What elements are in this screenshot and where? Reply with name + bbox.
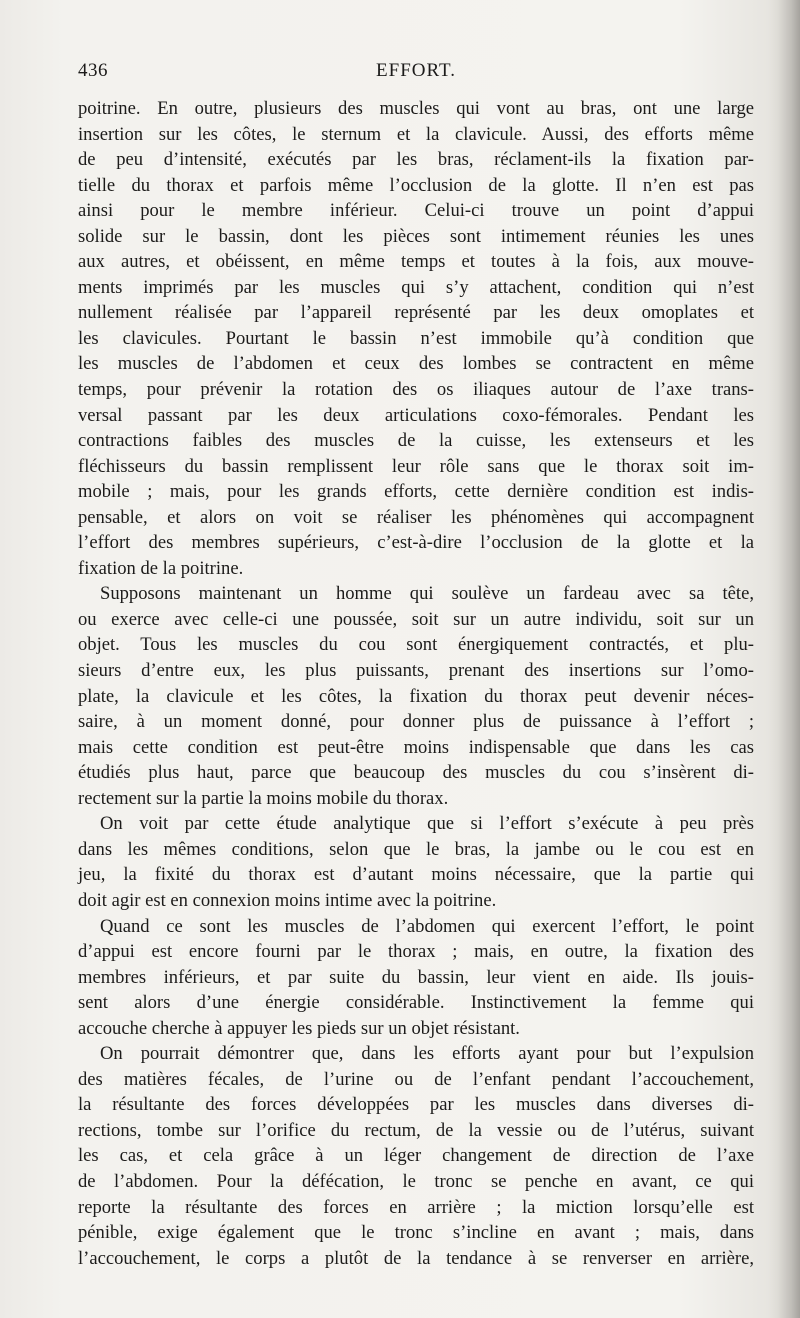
text-line: l’effort des membres supérieurs, c’est-à-dire l’occlusion de la glotte et la: [78, 532, 754, 554]
text-line: Quand ce sont les muscles de l’abdomen qui exercent l’effort, le point: [100, 915, 754, 937]
text-line: poitrine. En outre, plusieurs des muscles qui vont au bras, ont une large: [78, 98, 754, 119]
text-line: ments imprimés par les muscles qui s’y attachent, condition qui n’est: [78, 276, 754, 298]
text-line: On voit par cette étude analytique que si l’effort s’exécute à peu près: [100, 813, 754, 835]
text-line: d’appui est encore fourni par le thorax ; mais, en outre, la fixation des: [78, 941, 754, 963]
text-line: rectement sur la partie la moins mobile du thorax.: [78, 787, 449, 809]
text-line: Supposons maintenant un homme qui soulève un fardeau avec sa tête,: [100, 583, 754, 605]
text-line: jeu, la fixité du thorax est d’autant moins nécessaire, que la partie qui: [78, 864, 754, 886]
text-line: fléchisseurs du bassin remplissent leur rôle sans que le thorax soit im-: [78, 455, 754, 477]
page-edge-shadow: [778, 0, 800, 1318]
text-line: la résultante des forces développées par les muscles dans diverses di-: [78, 1094, 754, 1116]
text-line: sent alors d’une énergie considérable. Instinctivement la femme qui: [78, 992, 754, 1014]
text-line: l’accouchement, le corps a plutôt de la tendance à se renverser en arrière,: [78, 1247, 754, 1269]
text-line: solide sur le bassin, dont les pièces sont intimement réunies les unes: [78, 225, 754, 247]
text-line: pensable, et alors on voit se réaliser les phénomènes qui accompagnent: [78, 506, 754, 528]
text-line: mobile ; mais, pour les grands efforts, cette dernière condition est indis-: [78, 481, 754, 503]
text-line: les clavicules. Pourtant le bassin n’est immobile qu’à condition que: [78, 327, 754, 349]
text-line: rections, tombe sur l’orifice du rectum, de la vessie ou de l’utérus, suivant: [78, 1119, 754, 1141]
text-line: de l’abdomen. Pour la défécation, le tronc se penche en avant, ce qui: [78, 1170, 754, 1192]
text-line: contractions faibles des muscles de la cuisse, les extenseurs et les: [78, 430, 754, 452]
text-line: fixation de la poitrine.: [78, 557, 244, 579]
text-line: dans les mêmes conditions, selon que le bras, la jambe ou le cou est en: [78, 838, 754, 860]
text-line: doit agir est en connexion moins intime avec la poitrine.: [78, 889, 497, 911]
text-line: étudiés plus haut, parce que beaucoup des muscles du cou s’insèrent di-: [78, 762, 754, 784]
text-line: reporte la résultante des forces en arrière ; la miction lorsqu’elle est: [78, 1196, 754, 1218]
text-line: les cas, et cela grâce à un léger changement de direction de l’axe: [78, 1145, 754, 1167]
text-line: insertion sur les côtes, le sternum et la clavicule. Aussi, des efforts même: [78, 123, 754, 145]
text-line: ainsi pour le membre inférieur. Celui-ci trouve un point d’appui: [78, 200, 754, 222]
text-line: aux autres, et obéissent, en même temps et toutes à la fois, aux mouve-: [78, 251, 754, 273]
text-line: temps, pour prévenir la rotation des os iliaques autour de l’axe trans-: [78, 379, 754, 401]
text-line: tielle du thorax et parfois même l’occlusion de la glotte. Il n’en est pas: [78, 174, 754, 196]
text-line: ou exerce avec celle-ci une poussée, soit sur un autre individu, soit sur un: [78, 608, 754, 630]
text-line: membres inférieurs, et par suite du bassin, leur vient en aide. Ils jouis-: [78, 966, 754, 988]
text-line: mais cette condition est peut-être moins indispensable que dans les cas: [78, 736, 754, 758]
text-line: saire, à un moment donné, pour donner plus de puissance à l’effort ;: [78, 711, 754, 733]
page-header: [78, 60, 754, 90]
text-line: versal passant par les deux articulations coxo-fémorales. Pendant les: [78, 404, 754, 426]
text-line: On pourrait démontrer que, dans les efforts ayant pour but l’expulsion: [100, 1043, 754, 1065]
text-line: les muscles de l’abdomen et ceux des lombes se contractent en même: [78, 353, 754, 375]
text-line: plate, la clavicule et les côtes, la fixation du thorax peut devenir néces-: [78, 685, 754, 707]
text-line: objet. Tous les muscles du cou sont énergiquement contractés, et plu-: [78, 634, 754, 656]
running-title: EFFORT.: [376, 60, 456, 81]
text-line: nullement réalisée par l’appareil représenté par les deux omoplates et: [78, 302, 754, 324]
text-line: accouche cherche à appuyer les pieds sur un objet résistant.: [78, 1017, 520, 1039]
page-number: 436: [78, 60, 108, 81]
text-line: de peu d’intensité, exécutés par les bras, réclament-ils la fixation par-: [78, 149, 754, 171]
text-line: pénible, exige également que le tronc s’incline en avant ; mais, dans: [78, 1222, 754, 1244]
text-line: sieurs d’entre eux, les plus puissants, prenant des insertions sur l’omo-: [78, 660, 754, 682]
text-line: des matières fécales, de l’urine ou de l’enfant pendant l’accouchement,: [78, 1068, 754, 1090]
body-text: [78, 96, 754, 1271]
